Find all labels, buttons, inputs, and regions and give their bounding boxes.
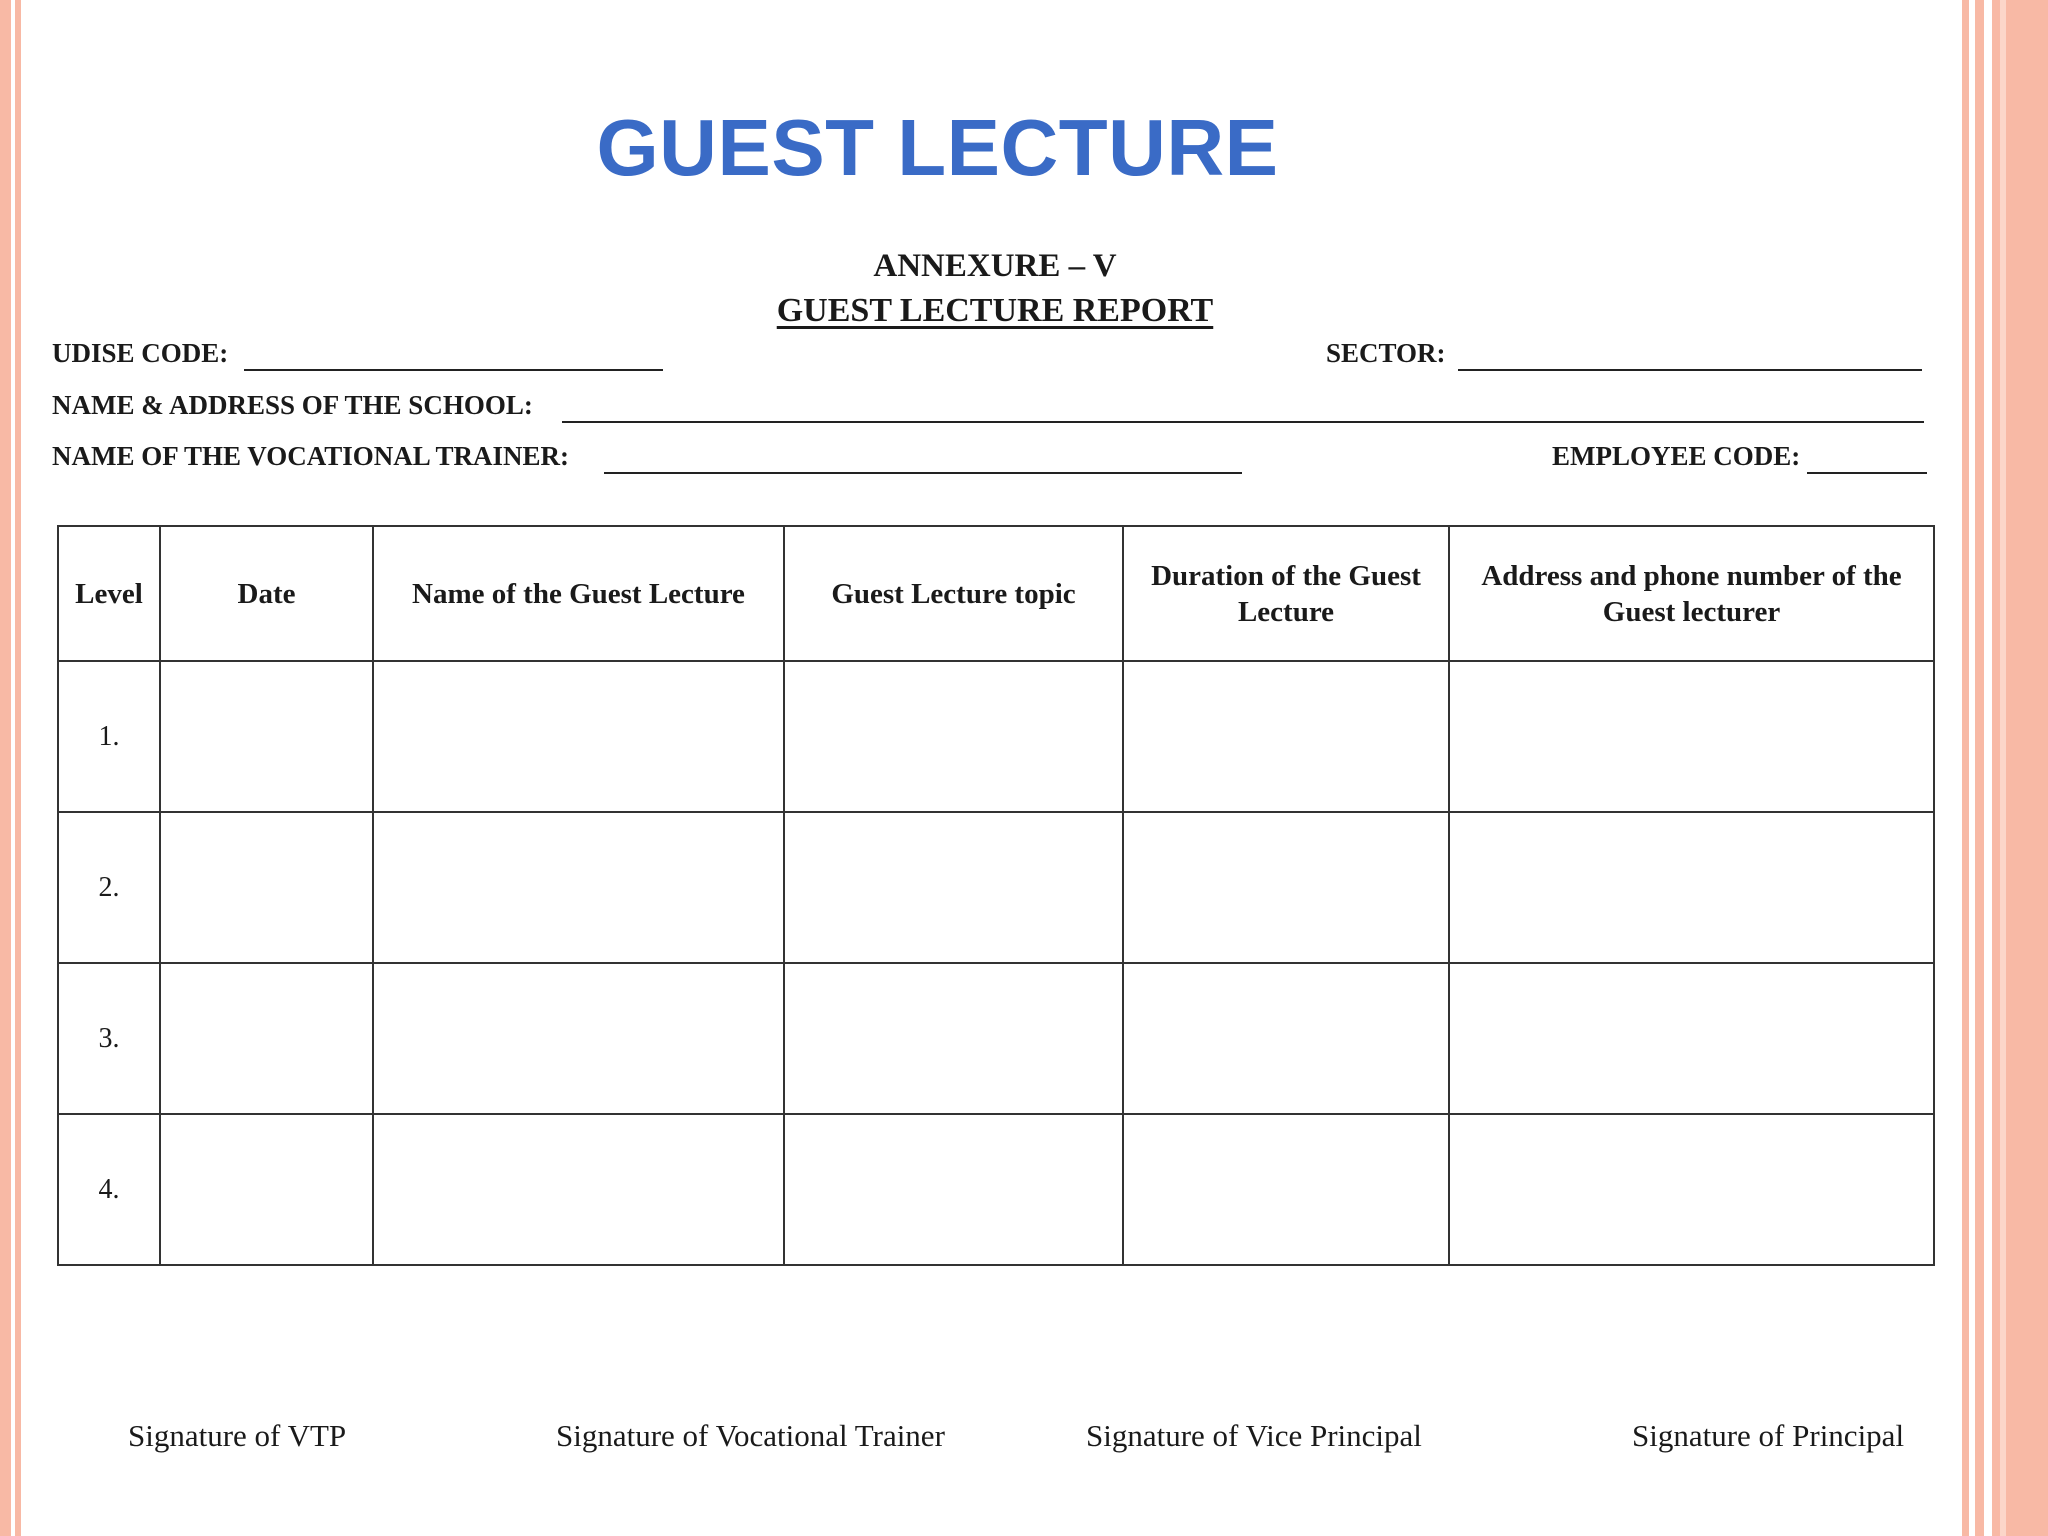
table-row (58, 812, 1934, 963)
annexure-label: ANNEXURE – V (873, 248, 1117, 284)
lecture-name-cell[interactable] (373, 1114, 784, 1265)
address-phone-cell[interactable] (1449, 963, 1934, 1114)
slide-border-left-inner (15, 0, 21, 1536)
column-header-date: Date (160, 526, 373, 661)
date-cell[interactable] (160, 1114, 373, 1265)
school-name-address-field[interactable] (562, 421, 1924, 423)
level-cell: 1. (58, 661, 160, 812)
column-header-topic: Guest Lecture topic (784, 526, 1123, 661)
signature-principal: Signature of Principal (1632, 1418, 1905, 1453)
topic-cell[interactable] (784, 1114, 1123, 1265)
lecture-name-cell[interactable] (373, 963, 784, 1114)
topic-cell[interactable] (784, 661, 1123, 812)
employee-code-field[interactable] (1807, 472, 1927, 474)
duration-cell[interactable] (1123, 661, 1449, 812)
address-phone-cell[interactable] (1449, 812, 1934, 963)
report-heading-text: GUEST LECTURE REPORT (776, 292, 1214, 329)
school-name-address-label: NAME & ADDRESS OF THE SCHOOL: (52, 390, 533, 420)
employee-code-label: EMPLOYEE CODE: (1552, 441, 1801, 471)
slide-border-right-stripe-2 (1975, 0, 1984, 1536)
sector-field[interactable] (1458, 369, 1922, 371)
date-cell[interactable] (160, 963, 373, 1114)
vocational-trainer-label: NAME OF THE VOCATIONAL TRAINER: (52, 441, 570, 471)
signature-vice-principal: Signature of Vice Principal (1086, 1418, 1422, 1453)
slide-border-right-highlight (2000, 0, 2006, 1536)
address-phone-cell[interactable] (1449, 1114, 1934, 1265)
duration-cell[interactable] (1123, 1114, 1449, 1265)
date-cell[interactable] (160, 661, 373, 812)
slide-border-right-stripe-1 (1962, 0, 1969, 1536)
level-cell: 3. (58, 963, 160, 1114)
udise-code-field[interactable] (244, 369, 663, 371)
guest-lecture-table (57, 525, 1935, 1266)
column-header-duration: Duration of the Guest Lecture (1123, 526, 1449, 661)
date-cell[interactable] (160, 812, 373, 963)
duration-cell[interactable] (1123, 812, 1449, 963)
report-heading (0, 292, 1990, 330)
level-cell: 4. (58, 1114, 160, 1265)
table-row (58, 1114, 1934, 1265)
udise-code-label: UDISE CODE: (52, 338, 229, 368)
lecture-name-cell[interactable] (373, 812, 784, 963)
signature-vocational-trainer: Signature of Vocational Trainer (556, 1418, 945, 1453)
slide-border-left (0, 0, 11, 1536)
slide-title: GUEST LECTURE (596, 103, 1279, 192)
vocational-trainer-field[interactable] (604, 472, 1242, 474)
column-header-level: Level (58, 526, 160, 661)
table-row (58, 963, 1934, 1114)
topic-cell[interactable] (784, 812, 1123, 963)
table-header-row (58, 526, 1934, 661)
level-cell: 2. (58, 812, 160, 963)
sector-label: SECTOR: (1326, 338, 1446, 368)
topic-cell[interactable] (784, 963, 1123, 1114)
signature-vtp: Signature of VTP (128, 1418, 347, 1453)
column-header-address-phone: Address and phone number of the Guest lecturer (1449, 526, 1934, 661)
table-row (58, 661, 1934, 812)
duration-cell[interactable] (1123, 963, 1449, 1114)
address-phone-cell[interactable] (1449, 661, 1934, 812)
column-header-lecture-name: Name of the Guest Lecture (373, 526, 784, 661)
lecture-name-cell[interactable] (373, 661, 784, 812)
